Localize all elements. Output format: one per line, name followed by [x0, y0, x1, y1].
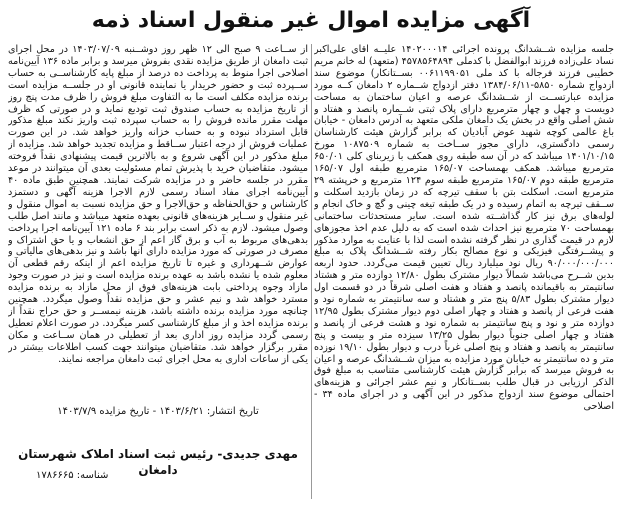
notice-id: شناسه: ۱۷۸۶۶۶۵ [36, 470, 109, 481]
publication-dates: تاریخ انتشار: ۱۴۰۳/۶/۲۱ - تاریخ مزایده ۱۴۰۳/۷/۹ [57, 406, 259, 417]
notice-body-right: جلسه مزایده شــشدانگ پرونده اجرائی ۱۴۰۲۰۰۰۱۴ علیــه آقای علی‌اکبر نساد علی‌زاده فرزند ابوالفضل با کدملی ۴۵۷۸۵۶۴۸۹۴ (متعهد) له خانم مریم خطیبی فرزند فرجاله با کد ملی ۰۰۶۱۱۹۹۰۵۱ بســتانکار) موضوع سند ازدواج شماره ۵۸۵۰-۱۳۸۴/۰۶/۱۱ دفتر ازدواج شــماره ۲ دامغان کــه مورد مزایده عبارتســت از شــشدانگ عرصه و اعیان ساختمان به مساحت دویست و چهل و چهار مترمربع دارای پلاک ثبتی شــماره پانصد و هفتاد و شش اصلی واقع در بخش یک دامغان ملکی متعهد به آدرس دامغان - خیابان باغ عالمی کوچه شهید عوض آبادیان که برابر گزارش هیئت کارشناسان رسمی دادگستری، دارای مجوز ســاخت به شماره ۱۰۸۷۵۰۹ مورخ ۱۴۰۱/۱۰/۱۵ میباشد که در آن سه طبقه روی همکف با زیربنای کلی ۶۵۰/۰۱ مترمربع میباشد. همکف بهمساحت ۱۶۵/۰۷ مترمربع طبقه اول ۱۶۵/۰۷ مترمربع طبقه دوم ۱۶۵/۰۷ مترمربع طبقه سوم ۱۲۴ مترمربع و خرپشته ۲۹ مترمربع است. اسکلت بتن با سقف تیرچه که در زمان بازدید اسکلت و ســقف تیرچه به اتمام رسیده و در یک طبقه تیغه چینی و گچ و خاک انجام و لوله‌های برق نیز کار گذاشــته شده است. سایر مستحدثات ساختمانی بهمساحت ۷۰ مترمربع نیز احداث شده است که به دلیل عدم اخذ مجوزهای لازم در قیمت گذاری در نظر گرفته نشده است لذا با عنایت به موارد مذکور و پیشــرفتگی فیزیکی و نوع مصالح بکار رفته شــشدانگ پلاک به مبلغ ۹۰/۰۰۰/۰۰۰/۰۰۰ ریال نود میلیارد ریال تعیین قیمت می‌گردد. حدود اربعه بدین شــرح می‌باشد شمالاً دیوار مشترک بطول ۱۲/۸۰ دوازده متر و هشتاد سانتیمتر به باقیمانده پانصد و هفتاد و هفت اصلی شرقاً در دو قسمت اول دیوار مشترک بطول ۵/۸۳ پنج متر و هشتاد و سه سانتیمتر به شماره نود و هفت فرعی از پانصد و هفتاد و چهار اصلی دوم دیوار مشترک بطول ۱۲/۹۵ دوازده متر و نود و پنج سانتیمتر به شماره نود و هشت فرعی از پانصد و هفتاد و چهار اصلی جنوباً دیوار بطول ۱۳/۲۵ سیزده متر و بیست و پنج سانتیمتر به پانصد و هفتاد و پنج اصلی غرباً درب و دیوار بطول ۱۹/۱۰ نوزده متر و ده سانتیمتر به خیابان مورد مزایده به میزان شــشدانگ عرصه و اعیان به فروش میرسد که برابر گزارش هیئت کارشناسی متناسب به مبلغ فوق الذکر ارزیابی در قبال طلب بســتانکار و نیم عشر اجرائی و هزینه‌های احتمالی موضوع سند ازدواج مذکور در این آگهی و در اجرای ماده ۳۴ - اصلاحی [314, 44, 614, 413]
signatory: مهدی جدیدی- رئیس ثبت اسناد املاک شهرستان دامغان [18, 447, 298, 477]
notice-body-left: از ســاعت ۹ صبح الی ۱۲ ظهر روز دوشــنبه ۱۴۰۳/۰۷/۰۹ در محل اجرای ثبت دامغان از طریق مزایده نقدی بفروش میرسد و برابر ماده ۱۳۶ آیین‌نامه اصلاحی اجرا منوط به پرداخت ده درصد از مبلغ پایه کارشناســی به حساب ســپرده ثبت و حضور خریدار یا نماینده قانونی او در جلســه مزایده است برنده مزایده مکلف است ما به التفاوت مبلغ فروش را ظرف مدت پنج روز از تاریخ مزایده به حساب صندوق ثبت تودیع نماید و در صورتی که ظرف مهلت مقرر مانده فروش را به حساب سپرده ثبت واریز نکند مبلغ مذکور قابل استرداد نبوده و به حساب خزانه واریز خواهد شد. در این صورت عملیات فروش از درجه اعتبار ســاقط و مزایده تجدید خواهد شد. مزایده از مبلغ مذکور در این آگهی شروع و به بالاترین قیمت پیشنهادی نقداً فروخته میشود. متقاضیان خرید با پذیرش تمام مسئولیت بعدی آن میتوانند در موعد مقرر در جلسه حاضر و در مزایده شرکت نمایند. همچنین طبق ماده ۴۰ آیین‌نامه اجرای مفاد اسناد رسمی لازم الاجرا هزینه آگهی و دستمزد کارشناس و حق‌الحفاظه و حق‌الاجرا و حق مزایده نسبت به اموال منقول و غیر منقول و ســایر هزینه‌های قانونی بعهده متعهد میباشد و مانند اصل طلب وصول میشود. لازم به ذکر است برابر بند ۶ ماده ۱۲۱ آیین‌نامه اجرا پرداخت بدهی‌های مربوط به آب و برق گاز اعم از حق انشعاب و یا حق اشتراک و مصرف در صورتی که مورد مزایده دارای آنها باشد و نیز بدهی‌های مالیاتی و عوارض شــهرداری و غیره تا تاریخ مزایده اعم از اینکه رقم قطعی آن معلوم شده یا نشده باشد به عهده برنده مزایده است و نیز در صورت وجود مازاد وجوه پرداختی بابت هزینه‌های فوق از محل مازاد به برنده مزایده مسترد خواهد شد و نیم عشر و حق مزایده نقداً وصول میگردد. همچنین چنانچه مورد مزایده برنده داشته باشد، هزینه نیمســر و حق حراج نقداً از برنده مزایده اخذ و از مبلغ کارشناسی کسر میگردد. در صورت اعلام تعطیل رسمی گردد مزایده روز اداری بعد از تعطیلی در همان ســاعت و مکان مقرر برگزار خواهد شد. متقاضیان میتوانند جهت کسب اطلاعات بیشتر در یکی از ساعات اداری به محل اجرای ثبت دامغان مراجعه نمایند. [8, 44, 308, 365]
notice-title: آگهی مزایده اموال غیر منقول اسناد ذمه [91, 8, 531, 33]
column-divider [311, 44, 312, 499]
